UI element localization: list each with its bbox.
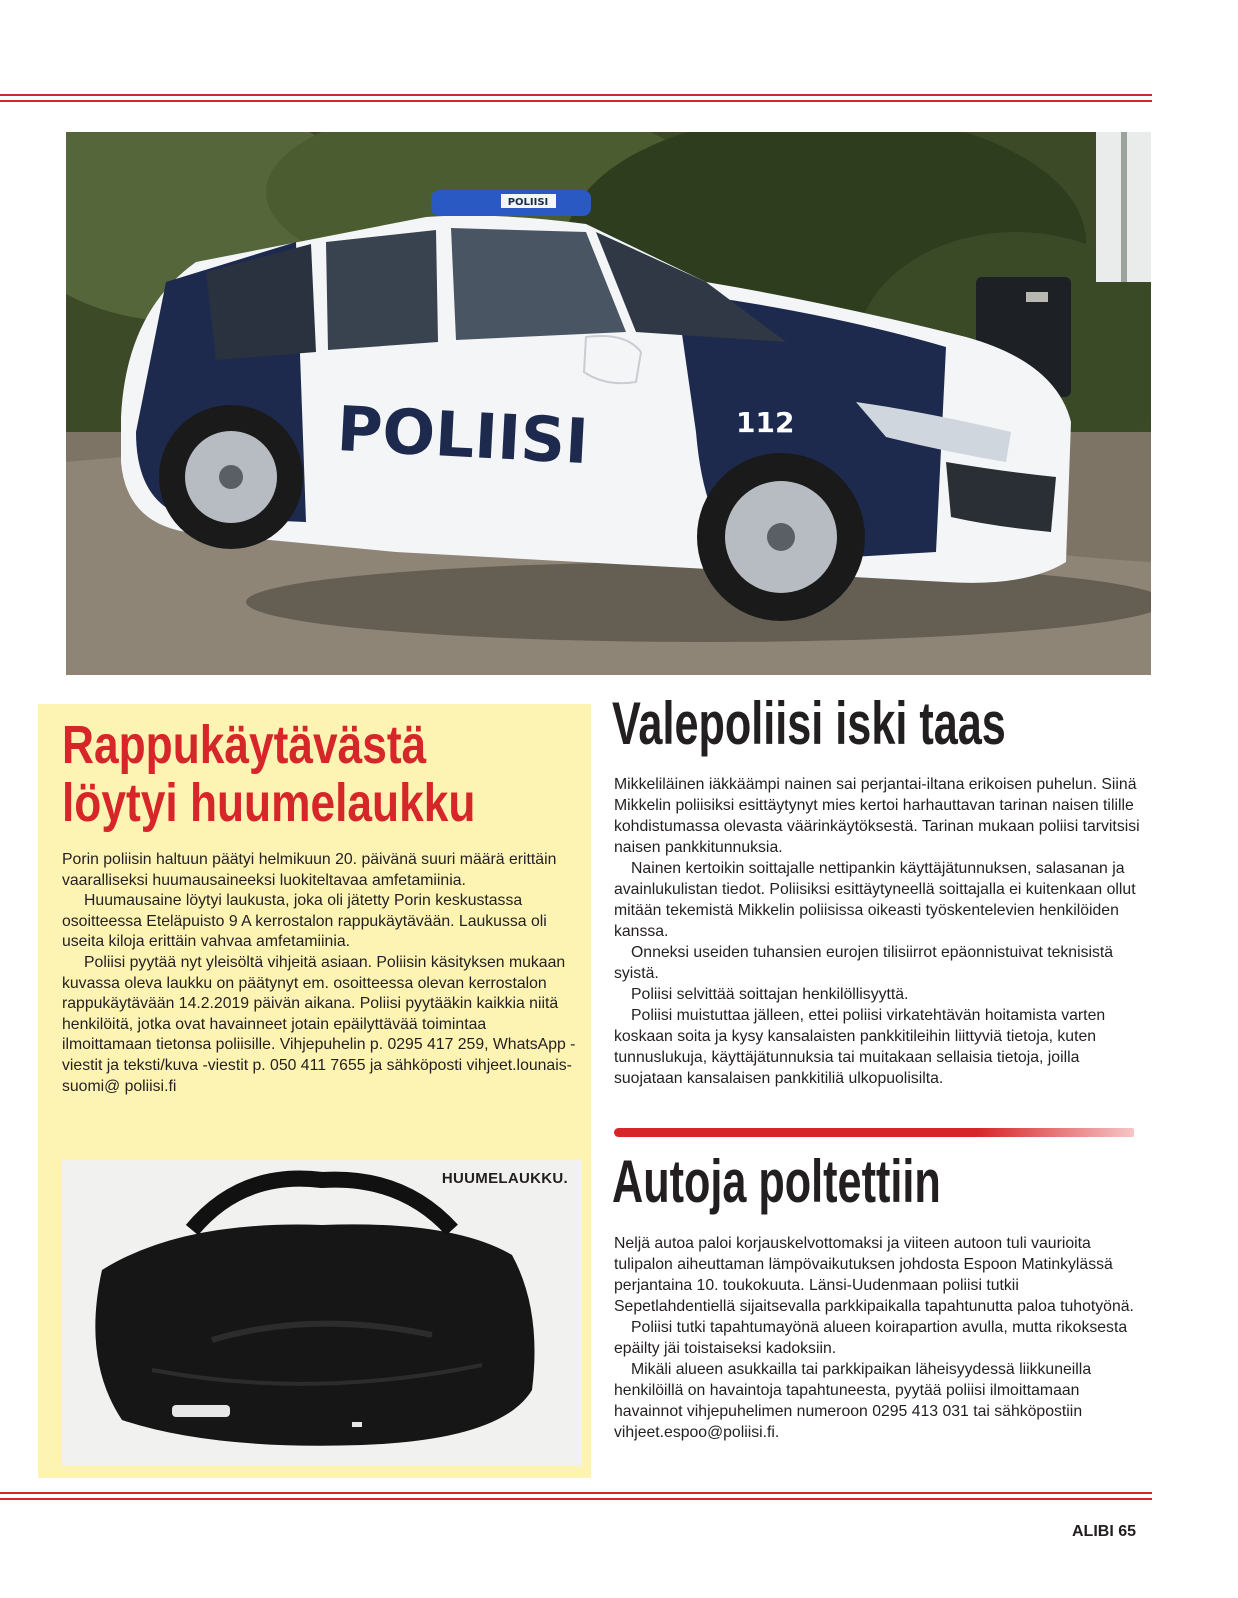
sidebar-headline [62, 716, 488, 832]
article2-headline: Autoja poltettiin [612, 1148, 941, 1215]
light-bar-text: POLIISI [507, 197, 549, 208]
article1-paragraph: Onneksi useiden tuhansien eurojen tilisiirrot epäonnistuivat teknisistä syistä. [614, 944, 1114, 982]
article1-headline: Valepoliisi iski taas [612, 690, 1006, 757]
article2-paragraph: Neljä autoa paloi korjauskelvottomaksi ja viiteen autoon tuli vaurioita tulipalon aiheuttaman lämpövaikutuksen johdosta Espoon Matinkylässä perjantaina 10. toukokuuta. Länsi-Uudenmaan poliisi tutkii Sepetlahdentiellä sijaitsevalla parkkipaikalla tapahtunutta paloa tuhotyönä. [614, 1235, 1134, 1315]
article2-body [614, 1233, 1140, 1443]
sidebar-headline-line1: Rappukäytävästä [62, 715, 427, 775]
article2-paragraph: Poliisi tutki tapahtumayönä alueen koirapartion avulla, mutta rikoksesta epäilty jäi toistaiseksi kadoksiin. [614, 1319, 1128, 1357]
top-rule [0, 94, 1152, 102]
article1-paragraph: Poliisi selvittää soittajan henkilöllisyyttä. [631, 986, 909, 1003]
article1-paragraph: Mikkeliläinen iäkkäämpi nainen sai perjantai-iltana erikoisen puhelun. Siinä Mikkelin poliisiksi esittäytynyt mies kertoi harhauttavan tarinan naisen tilille kohdistumassa olevasta väärinkäytöksestä. Tarinan mukaan poliisi tarvitsisi naisen pankkitunnuksia. [614, 776, 1140, 856]
car-door-text: POLIISI [335, 392, 591, 479]
bag-photo [62, 1160, 582, 1466]
sidebar-paragraph: Huumausaine löytyi laukusta, joka oli jätetty Porin keskustassa osoitteessa Eteläpuisto 9 A kerrostalon rappukäytävään. Laukussa oli useita kiloja erittäin vahvaa amfetamiinia. [62, 892, 547, 951]
article1-paragraph: Nainen kertoikin soittajalle nettipankin käyttäjätunnuksen, salasanan ja avainlukulistan tiedot. Poliisiksi esittäytyneellä soittajalla ei kuitenkaan ollut mitään tekemistä Mikkelin poliisissa oikeasti työskentelevien henkilöiden kanssa. [614, 860, 1136, 940]
page-footer: ALIBI 65 [1071, 1523, 1136, 1540]
sidebar-headline-line2: löytyi huumelaukku [62, 773, 476, 833]
bottom-rule [0, 1492, 1152, 1500]
article1-body [614, 774, 1140, 1089]
article2-paragraph: Mikäli alueen asukkailla tai parkkipaikan läheisyydessä liikkuneilla henkilöillä on havaintoja tapahtuneesta, pyytää poliisi ilmoittamaan havainnot vihjepuhelimen numeroon 0295 413 031 tai sähköpostiin vihjeet.espoo@poliisi.fi. [614, 1361, 1092, 1441]
sidebar-paragraph: Poliisi pyytää nyt yleisöltä vihjeitä asiaan. Poliisin käsityksen mukaan kuvassa oleva laukku on päätynyt em. osoitteessa olevan kerrostalon rappukäytävään 14.2.2019 päivän aikana. Poliisi pyytääkin kaikkia niitä henkilöitä, jotka ovat havainneet jotain epäilyttävää toimintaa ilmoittamaan tietonsa poliisille. Vihjepuhelin p. 0295 417 259, WhatsApp -viestit ja teksti/kuva -viestit p. 050 411 7655 ja sähköposti vihjeet.lounais-suomi@ poliisi.fi [62, 953, 576, 1095]
article1-paragraph: Poliisi muistuttaa jälleen, ettei poliisi virkatehtävän hoitamista varten koskaan soita ja kysy kansalaisten pankkitileihin liittyviä tietoja, kuten tunnuslukuja, käyttäjätunnuksia tai muitakaan sellaisia tietoja, joilla suojataan kansalaisen pankkitiliä ulkopuolisilta. [614, 1007, 1106, 1087]
bag-photo-caption: HUUMELAUKKU. [441, 1170, 568, 1187]
car-phone-number: 112 [736, 406, 795, 439]
police-car-photo [66, 132, 1151, 675]
section-divider [614, 1128, 1134, 1137]
sidebar-article-body [62, 850, 580, 1097]
sidebar-box [38, 704, 591, 1478]
sidebar-paragraph: Porin poliisin haltuun päätyi helmikuun 20. päivänä suuri määrä erittäin vaaralliseksi huumausaineeksi luokiteltavaa amfetamiinia. [62, 851, 557, 889]
